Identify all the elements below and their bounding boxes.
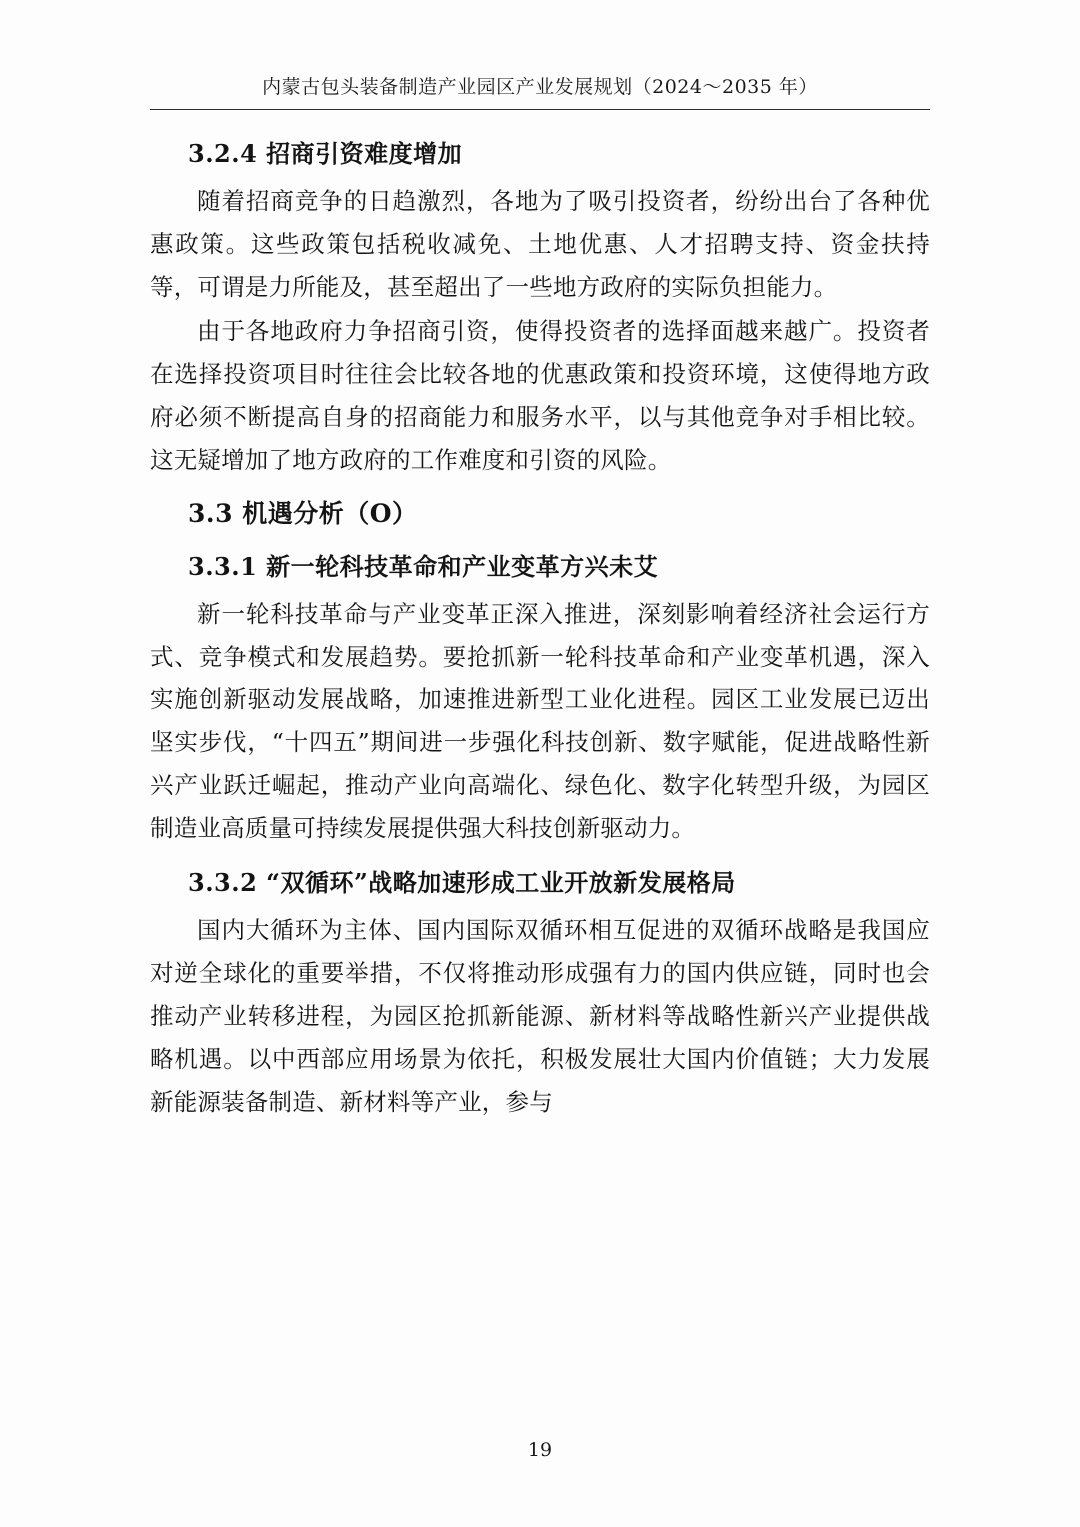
heading-3-3: 3.3 机遇分析（O） [188,499,418,529]
paragraph-4: 国内大循环为主体、国内国际双循环相互促进的双循环战略是我国应对逆全球化的重要举措，不仅将推动形成强有力的国内供应链，同时也会推动产业转移进程，为园区抢抓新能源、新材料等战略性新兴产业提供战略机遇。以中西部应用场景为依托，积极发展壮大国内价值链；大力发展新能源装备制造、新材料等产业，参与 [150,916,930,1116]
paragraph-2: 由于各地政府力争招商引资，使得投资者的选择面越来越广。投资者在选择投资项目时往往会比较各地的优惠政策和投资环境，这使得地方政府必须不断提高自身的招商能力和服务水平，以与其他竞争对手相比较。这无疑增加了地方政府的工作难度和引资的风险。 [150,317,930,474]
paragraph-3: 新一轮科技革命与产业变革正深入推进，深刻影响着经济社会运行方式、竞争模式和发展趋势。要抢抓新一轮科技革命和产业变革机遇，深入实施创新驱动发展战略，加速推进新型工业化进程。园区工业发展已迈出坚实步伐，“十四五”期间进一步强化科技创新、数字赋能，促进战略性新兴产业跃迁崛起，推动产业向高端化、绿色化、数字化转型升级，为园区制造业高质量可持续发展提供强大科技创新驱动力。 [150,599,930,842]
paragraph-1: 随着招商竞争的日趋激烈，各地为了吸引投资者，纷纷出台了各种优惠政策。这些政策包括税收减免、土地优惠、人才招聘支持、资金扶持等，可谓是力所能及，甚至超出了一些地方政府的实际负担能力。 [150,187,930,301]
heading-3-2-4: 3.2.4 招商引资难度增加 [188,139,463,168]
header-divider [150,109,930,110]
heading-3-3-1: 3.3.1 新一轮科技革命和产业变革方兴未艾 [188,551,659,581]
heading-3-3-2: 3.3.2 “双循环”战略加速形成工业开放新发展格局 [188,868,736,898]
running-head: 内蒙古包头装备制造产业园区产业发展规划（2024～2035 年） [262,76,818,98]
page-number: 19 [527,1439,553,1461]
